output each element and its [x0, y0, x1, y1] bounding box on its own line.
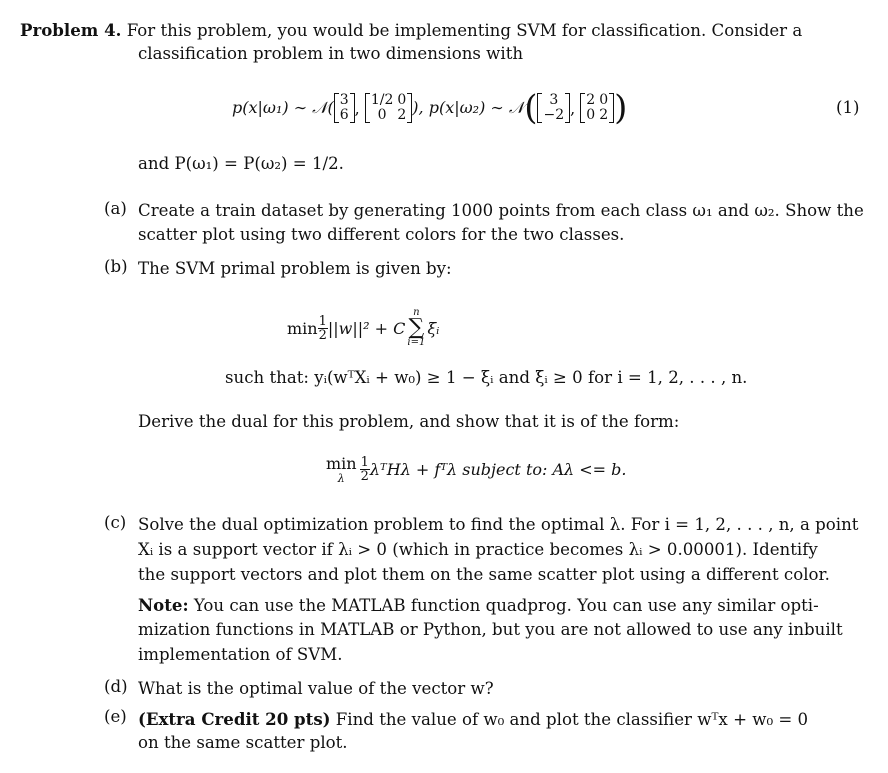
sum-lower: i=1: [407, 337, 426, 348]
dual-half-fraction: [360, 456, 370, 483]
problem-intro-text-1: For this problem, you would be implementing SVM for classification. Consider a: [126, 21, 803, 40]
cov1-r2c2: 2: [397, 107, 407, 123]
part-a-label: (a): [104, 199, 127, 218]
part-a-line1: Create a train dataset by generating 1000 points from each class ω₁ and ω₂. Show the: [138, 201, 864, 220]
pdf-omega1: p(x|ω₁) ∼ 𝒩(: [232, 98, 334, 117]
dual-min-sub: λ: [337, 472, 345, 485]
extra-credit-label: (Extra Credit 20 pts): [138, 709, 331, 729]
part-c-note-line1: [138, 593, 819, 618]
cov-matrix-2: [580, 93, 614, 123]
half-den: 2: [318, 327, 327, 343]
pdf-omega2: ), p(x|ω₂) ∼ 𝒩: [412, 98, 525, 117]
mean-vector-1: [334, 93, 355, 123]
dual-objective: [326, 445, 626, 493]
cov-matrix-1: [365, 93, 412, 123]
note-label: Note:: [138, 595, 189, 615]
equation-number: (1): [836, 98, 860, 117]
cov2-r2c1: 0: [586, 107, 596, 123]
mean2-bot: −2: [543, 107, 565, 123]
derive-line: Derive the dual for this problem, and show that it is of the form:: [138, 412, 680, 431]
priors-line: and P(ω₁) = P(ω₂) = 1/2.: [138, 154, 344, 173]
half-fraction: [318, 315, 328, 342]
mean1-top: 3: [339, 92, 349, 108]
dual-rest: λᵀHλ + fᵀλ subject to: Aλ <= b.: [369, 459, 627, 479]
primal-objective: [287, 300, 439, 356]
part-c-label: (c): [104, 513, 127, 532]
cov1-r1c1: 1/2: [370, 92, 394, 108]
part-e-label: (e): [104, 707, 127, 726]
dual-min: min: [326, 454, 357, 473]
part-e-line1: [138, 707, 808, 732]
part-e-line2: on the same scatter plot.: [138, 733, 348, 752]
equation-1: p(x|ω₁) ∼ 𝒩( 3 6 , 1/2 0 0 2 ), p(x|ω₂) ∼ 𝒩 ( 3 −2 , 2 0 0 2 ): [232, 88, 628, 128]
summation: [407, 308, 425, 348]
part-b-line1: The SVM primal problem is given by:: [138, 259, 452, 278]
part-c-line1: Solve the dual optimization problem to find the optimal λ. For i = 1, 2, . . . , n, a point: [138, 515, 859, 534]
cov1-r1c2: 0: [397, 92, 407, 108]
dual-half-den: 2: [360, 468, 369, 484]
primal-min: min: [287, 318, 318, 338]
sum-term: ξᵢ: [427, 318, 440, 338]
problem-label: Problem 4.: [20, 20, 122, 40]
part-e-text-1: Find the value of w₀ and plot the classifier wᵀx + w₀ = 0: [335, 710, 809, 729]
part-c-note-line3: implementation of SVM.: [138, 645, 343, 664]
cov2-r2c2: 2: [599, 107, 609, 123]
problem-intro-line2: classification problem in two dimensions with: [138, 44, 524, 63]
cov2-r1c1: 2: [586, 92, 596, 108]
dual-min-block: [326, 454, 357, 484]
part-b-label: (b): [104, 257, 128, 276]
problem-intro-line1: [20, 18, 802, 43]
mean1-bot: 6: [339, 107, 349, 123]
half-num: 1: [318, 313, 327, 329]
note-text-1: You can use the MATLAB function quadprog. You can use any similar opti-: [193, 596, 819, 615]
part-c-note-line2: mization functions in MATLAB or Python, but you are not allowed to use any inbuilt: [138, 620, 843, 639]
dual-half-num: 1: [360, 454, 369, 470]
part-d-label: (d): [104, 677, 128, 696]
part-c-line3: the support vectors and plot them on the same scatter plot using a different color.: [138, 565, 830, 584]
sum-upper: n: [413, 307, 420, 318]
part-d-line1: What is the optimal value of the vector w?: [138, 679, 494, 698]
mean-vector-2: [537, 93, 570, 123]
part-a-line2: scatter plot using two different colors for the two classes.: [138, 225, 625, 244]
mean2-top: 3: [549, 92, 559, 108]
cov2-r1c2: 0: [599, 92, 609, 108]
primal-norm-term: ||w||² + C: [327, 318, 406, 338]
primal-constraint: such that: yᵢ(wᵀXᵢ + w₀) ≥ 1 − ξᵢ and ξᵢ ≥ 0 for i = 1, 2, . . . , n.: [225, 368, 748, 387]
sigma-symbol: ∑: [408, 315, 425, 340]
cov1-r2c1: 0: [377, 107, 387, 123]
part-c-line2: Xᵢ is a support vector if λᵢ > 0 (which in practice becomes λᵢ > 0.00001). Identify: [138, 540, 818, 559]
